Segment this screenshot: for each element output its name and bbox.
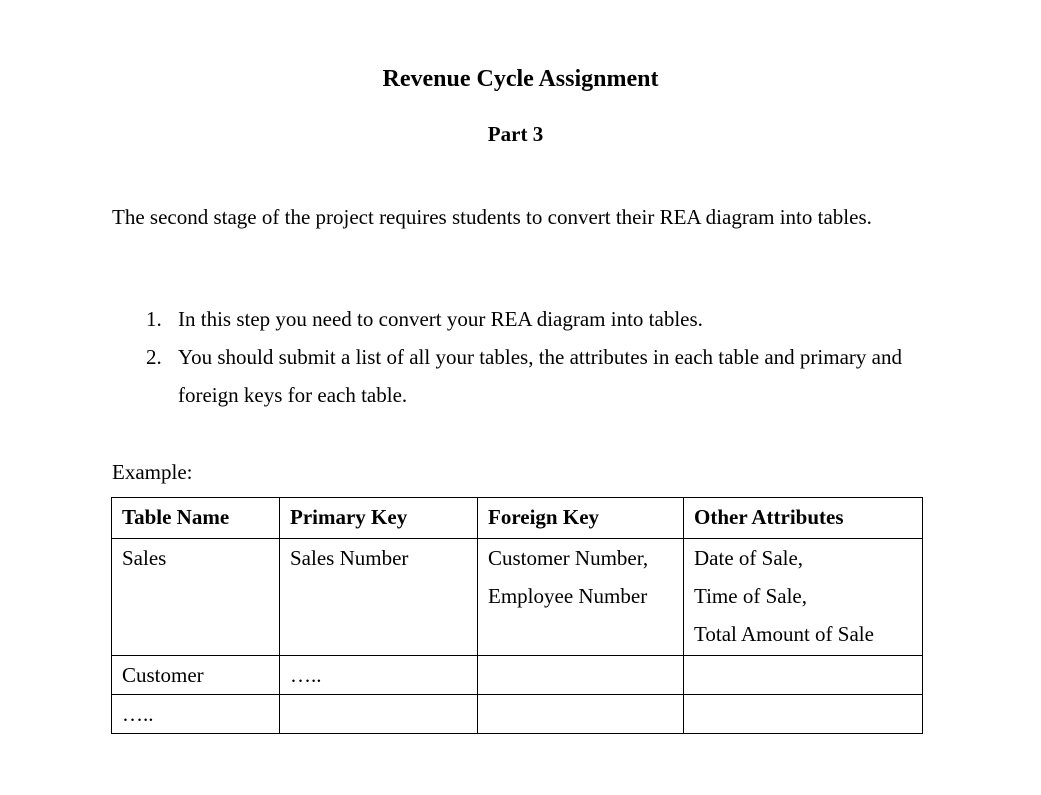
table-row	[112, 695, 923, 734]
list-item-text: You should submit a list of all your tables, the attributes in each table and primary and foreign keys for each table.	[178, 345, 902, 407]
cell-foreign-key	[478, 539, 684, 656]
example-label: Example:	[112, 460, 193, 484]
table-row	[112, 539, 923, 656]
cell-foreign-key	[478, 656, 684, 695]
attribute-line: Date of Sale,	[694, 546, 804, 570]
document-subtitle: Part 3	[487, 122, 544, 146]
cell-table-name: …..	[112, 695, 280, 734]
cell-table-name: Customer	[112, 656, 280, 695]
cell-other-attributes	[684, 656, 923, 695]
document-title: Revenue Cycle Assignment	[382, 66, 659, 92]
table-header-row	[112, 498, 923, 539]
header-foreign-key: Foreign Key	[478, 498, 684, 539]
cell-other-attributes	[684, 539, 923, 656]
attribute-line: Time of Sale,	[694, 584, 807, 608]
table-row	[112, 656, 923, 695]
cell-primary-key: …..	[280, 656, 478, 695]
foreign-key-line: Customer Number,	[488, 546, 649, 570]
header-other-attributes: Other Attributes	[684, 498, 923, 539]
foreign-key-line: Employee Number	[488, 584, 648, 608]
list-item-number: 2.	[146, 345, 162, 369]
cell-other-attributes	[684, 695, 923, 734]
list-item-number: 1.	[146, 307, 162, 331]
steps-list	[112, 300, 932, 414]
cell-foreign-key	[478, 695, 684, 734]
cell-primary-key: Sales Number	[280, 539, 478, 656]
list-item-text: In this step you need to convert your REA diagram into tables.	[178, 307, 703, 331]
list-item	[112, 300, 932, 338]
attribute-line: Total Amount of Sale	[694, 622, 874, 646]
list-item	[112, 338, 932, 414]
header-primary-key: Primary Key	[280, 498, 478, 539]
cell-table-name: Sales	[112, 539, 280, 656]
cell-primary-key	[280, 695, 478, 734]
header-table-name: Table Name	[112, 498, 280, 539]
intro-paragraph: The second stage of the project requires students to convert their REA diagram into tables.	[112, 205, 872, 229]
example-table	[111, 497, 923, 734]
